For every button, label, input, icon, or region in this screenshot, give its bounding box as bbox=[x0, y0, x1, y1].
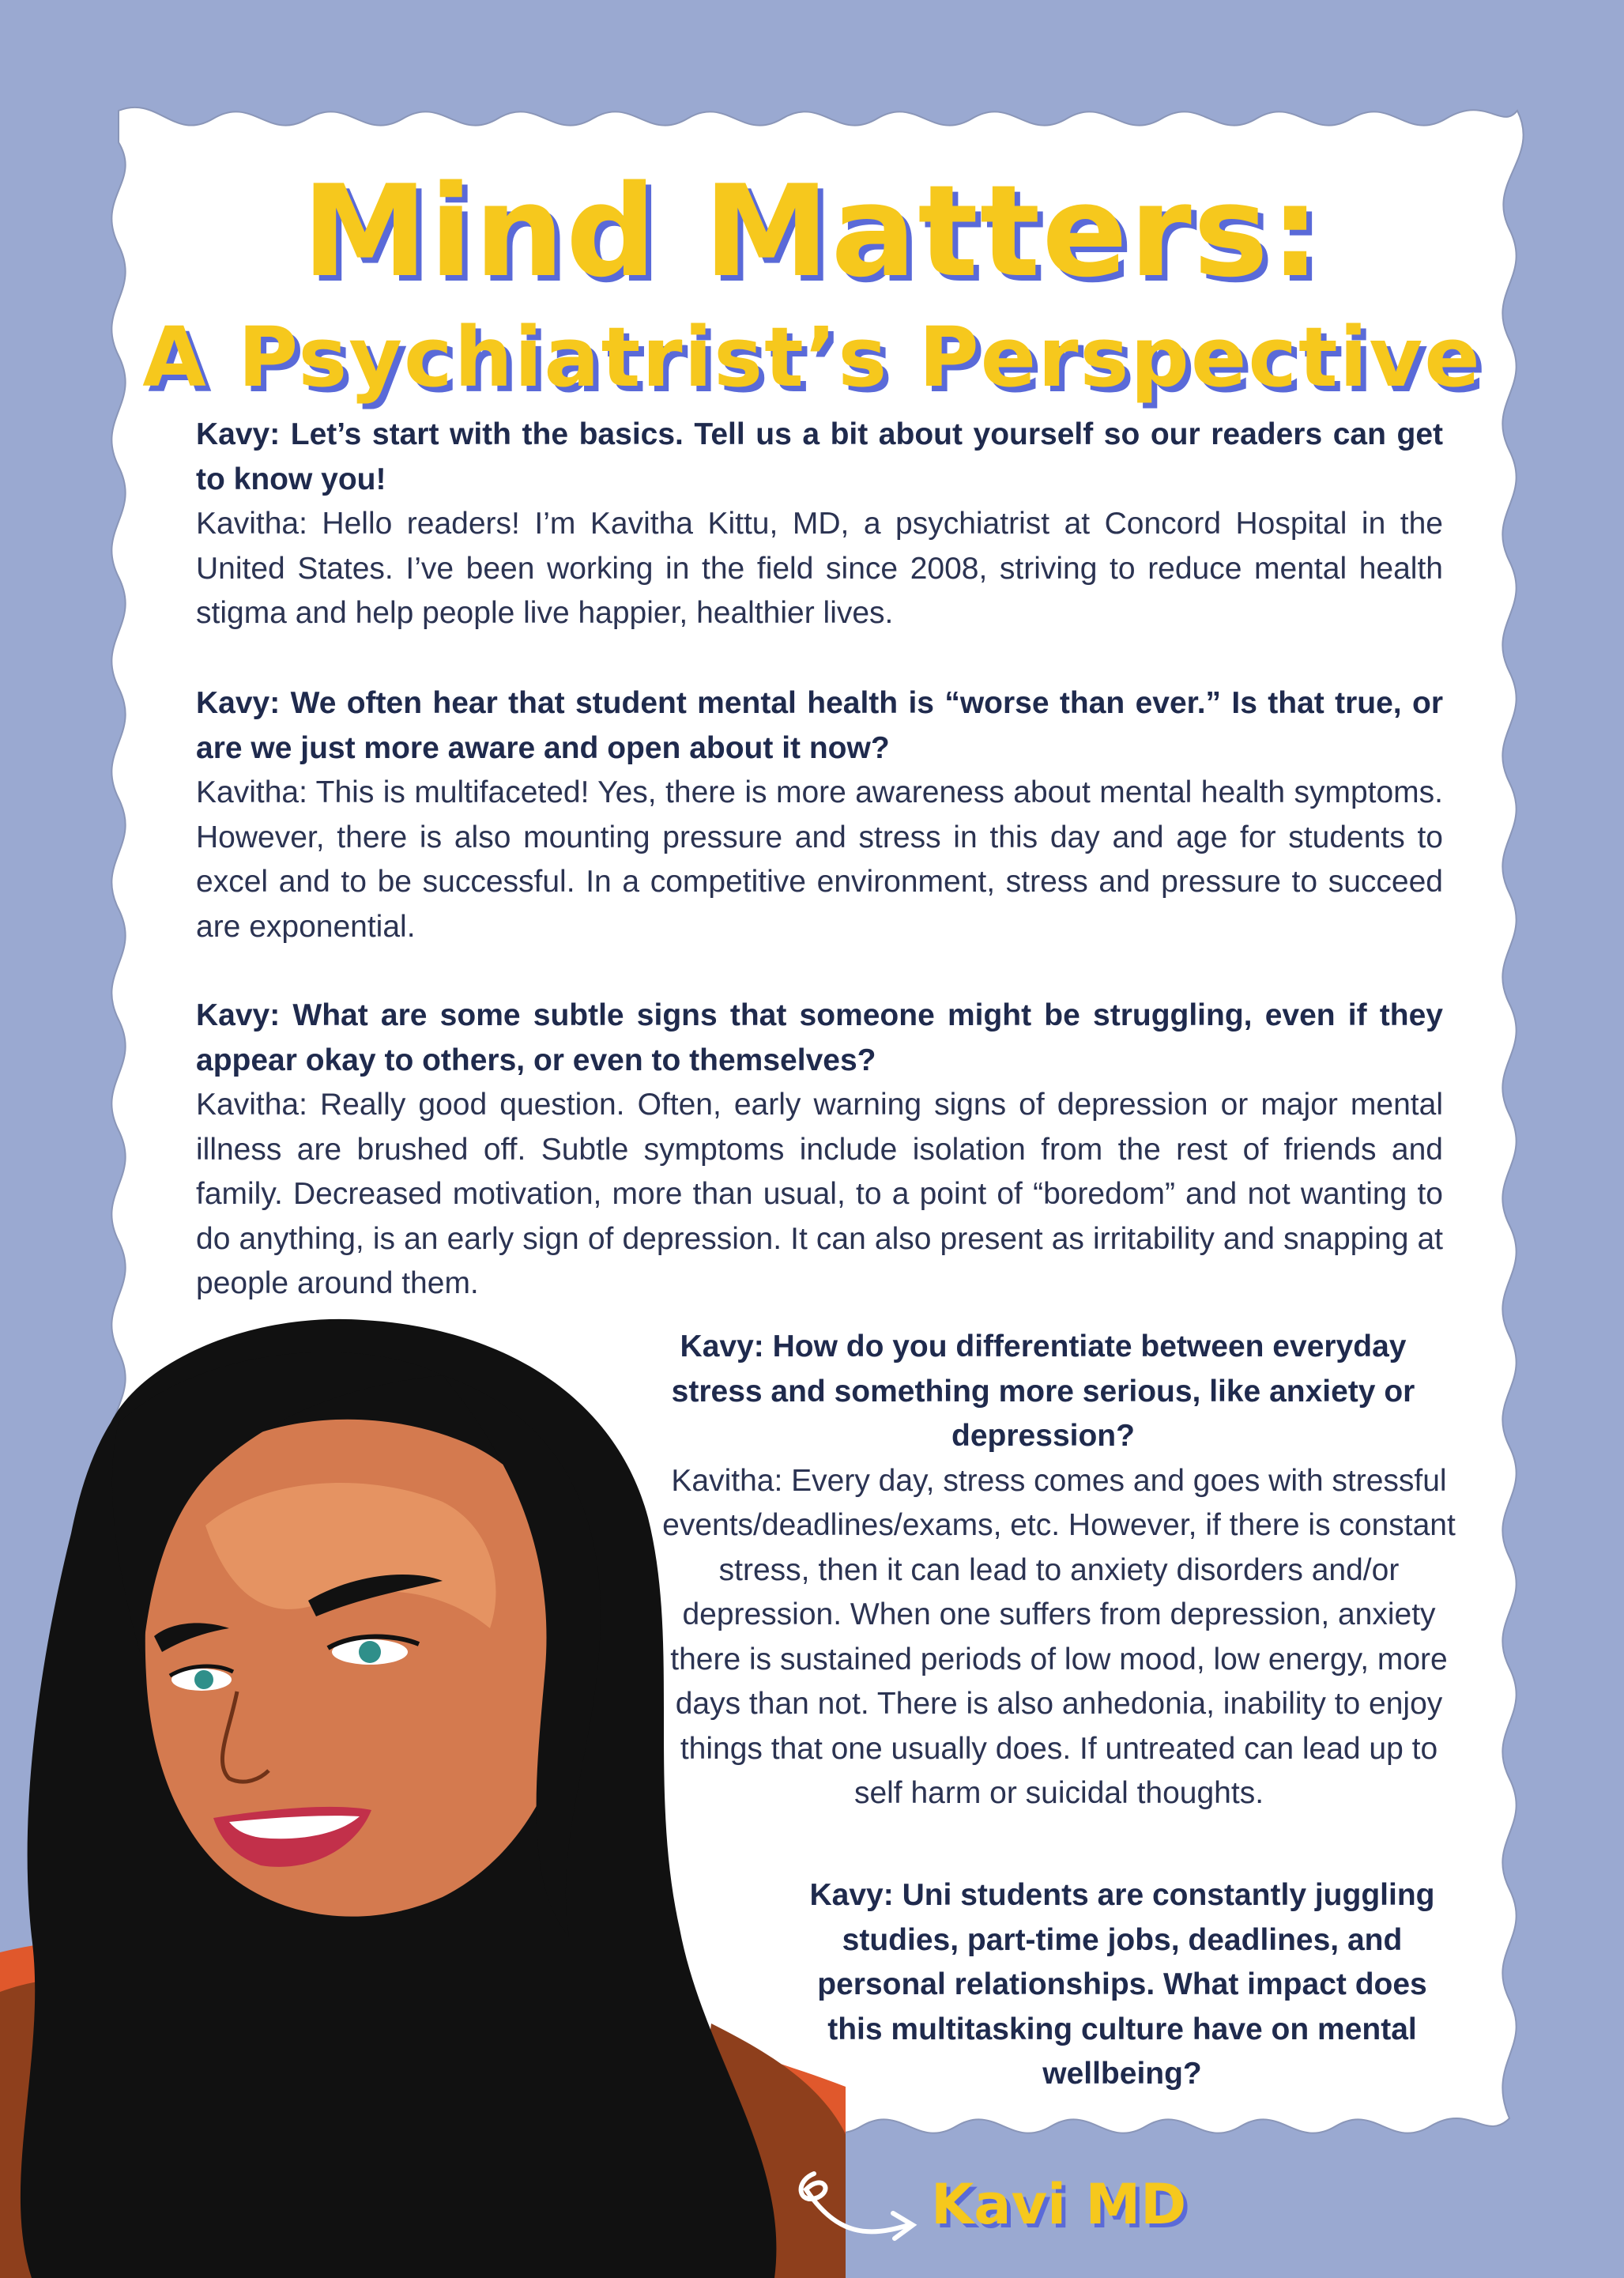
answer-3: Kavitha: Really good question. Often, early warning signs of depression or major mental illness are brushed off. Subtle symptoms include isolation from the rest of friends and family. Decreased motivation, more than usual, to a point of “boredom” and not wanting to do anything, is an early sign of depression. It can also present as irritability and snapping at people around them. bbox=[196, 1088, 1443, 1300]
qa-block-5 bbox=[790, 1873, 1454, 2097]
question-2: Kavy: We often hear that student mental health is “worse than ever.” Is that true, or are we just more aware and open about it now? bbox=[196, 686, 1443, 765]
qa-block-4 bbox=[624, 1325, 1462, 1816]
iris-left bbox=[194, 1670, 213, 1689]
page-title: Mind Matters: bbox=[302, 157, 1322, 305]
question-4: Kavy: How do you differentiate between everyday stress and something more serious, like anxiety or depression? bbox=[671, 1329, 1415, 1453]
page-subtitle: A Psychiatrist’s Perspective bbox=[142, 309, 1482, 405]
qa-block-1 bbox=[196, 413, 1443, 636]
answer-1: Kavitha: Hello readers! I’m Kavitha Kittu, MD, a psychiatrist at Concord Hospital in the United States. I’ve been working in the field since 2008, striving to reduce mental health stigma and help people live happier, healthier lives. bbox=[196, 507, 1443, 630]
answer-4: Kavitha: Every day, stress comes and goes with stressful events/deadlines/exams, etc. However, if there is constant stress, then it can lead to anxiety disorders and/or depression. When one suffers from depression, anxiety there is sustained periods of low mood, low energy, more days than not. There is also anhedonia, inability to enjoy things that one usually does. If untreated can lead up to self harm or suicidal thoughts. bbox=[662, 1463, 1456, 1810]
answer-2: Kavitha: This is multifaceted! Yes, there is more awareness about mental health symptoms. However, there is also mounting pressure and stress in this day and age for students to excel and to be successful. In a competitive environment, stress and pressure to succeed are exponential. bbox=[196, 775, 1443, 944]
iris-right bbox=[359, 1641, 381, 1663]
qa-block-3 bbox=[196, 994, 1443, 1307]
question-1: Kavy: Let’s start with the basics. Tell us a bit about yourself so our readers can get to know you! bbox=[196, 417, 1443, 496]
question-3: Kavy: What are some subtle signs that someone might be struggling, even if they appear okay to others, or even to themselves? bbox=[196, 998, 1443, 1077]
qa-block-2 bbox=[196, 681, 1443, 949]
question-5: Kavy: Uni students are constantly juggling studies, part-time jobs, deadlines, and personal relationships. What impact does this multitasking culture have on mental wellbeing? bbox=[809, 1878, 1435, 2091]
signature: Kavi MD bbox=[931, 2172, 1187, 2237]
